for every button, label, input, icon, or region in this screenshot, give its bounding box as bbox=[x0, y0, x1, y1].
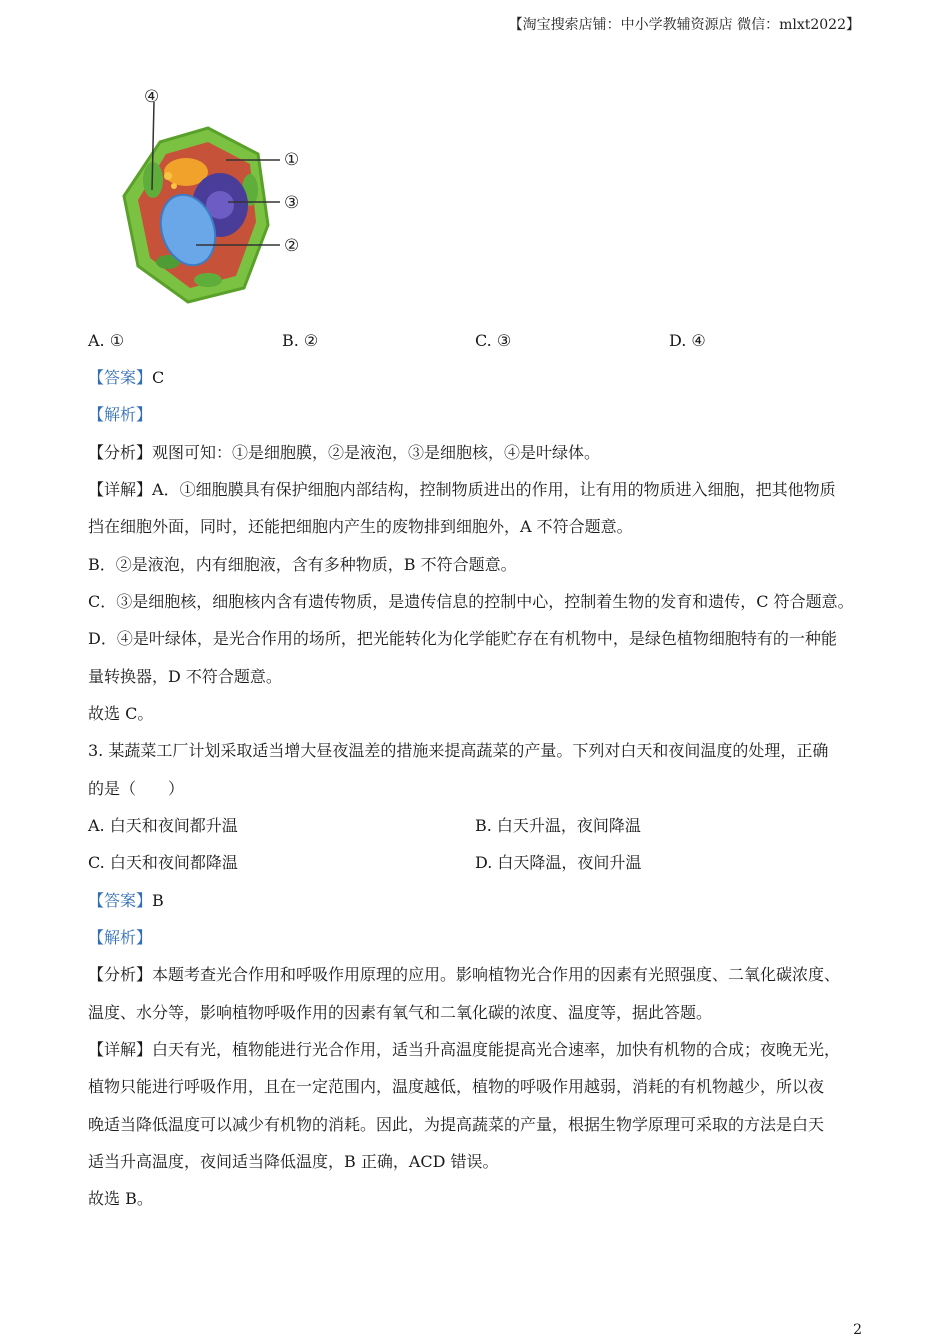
label-2: ② bbox=[284, 236, 300, 256]
q3-fenxi: 温度、水分等，影响植物呼吸作用的因素有氧气和二氧化碳的浓度、温度等，据此答题。 bbox=[88, 1003, 713, 1022]
q3-option-c: C. 白天和夜间都降温 bbox=[88, 853, 238, 872]
q2-answer: 【答案】C bbox=[88, 368, 165, 387]
q3-detail-line: 晚适当降低温度可以减少有机物的消耗。因此，为提高蔬菜的产量，根据生物学原理可采取的方法是白天 bbox=[88, 1115, 825, 1134]
plant-cell-figure bbox=[108, 80, 318, 305]
q3-detail-line: 【详解】白天有光，植物能进行光合作用，适当升高温度能提高光合速率，加快有机物的合成；夜晚无光， bbox=[88, 1040, 841, 1059]
q3-detail-line: 植物只能进行呼吸作用，且在一定范围内，温度越低，植物的呼吸作用越弱，消耗的有机物越少，所以夜 bbox=[88, 1077, 825, 1096]
q3-option-d: D. 白天降温，夜间升温 bbox=[475, 853, 642, 872]
q3-conclusion: 故选 B。 bbox=[88, 1189, 153, 1208]
q2-fenxi: 【分析】观图可知：①是细胞膜，②是液泡，③是细胞核，④是叶绿体。 bbox=[88, 443, 601, 462]
q2-detail-line: 量转换器，D 不符合题意。 bbox=[88, 667, 282, 686]
q2-detail-line: B．②是液泡，内有细胞液，含有多种物质，B 不符合题意。 bbox=[88, 555, 517, 574]
q3-option-a: A. 白天和夜间都升温 bbox=[88, 816, 238, 835]
q2-option-c: C. ③ bbox=[475, 331, 512, 350]
q2-analysis-heading: 【解析】 bbox=[88, 405, 153, 424]
label-4: ④ bbox=[144, 87, 160, 107]
q2-detail-line: C．③是细胞核，细胞核内含有遗传物质，是遗传信息的控制中心，控制着生物的发育和遗传，C 符合题意。 bbox=[88, 592, 854, 611]
page-number: 2 bbox=[853, 1322, 862, 1338]
q3-stem: 的是（ ） bbox=[88, 779, 185, 798]
q2-option-d: D. ④ bbox=[669, 331, 706, 350]
q2-detail-line: D．④是叶绿体，是光合作用的场所，把光能转化为化学能贮存在有机物中，是绿色植物细胞特有的一种能 bbox=[88, 629, 837, 648]
page-header: 【淘宝搜索店铺：中小学教辅资源店 微信：mlxt2022】 bbox=[508, 17, 860, 33]
q2-detail-line: 挡在细胞外面，同时，还能把细胞内产生的废物排到细胞外，A 不符合题意。 bbox=[88, 517, 633, 536]
q3-answer: 【答案】B bbox=[88, 891, 164, 910]
q2-option-a: A. ① bbox=[88, 331, 125, 350]
q3-analysis-heading: 【解析】 bbox=[88, 928, 153, 947]
q2-option-b: B. ② bbox=[282, 331, 319, 350]
q2-conclusion: 故选 C。 bbox=[88, 704, 154, 723]
chloroplast bbox=[194, 273, 222, 287]
q3-detail-line: 适当升高温度，夜间适当降低温度，B 正确，ACD 错误。 bbox=[88, 1152, 499, 1171]
q3-option-b: B. 白天升温，夜间降温 bbox=[475, 816, 641, 835]
label-3: ③ bbox=[284, 193, 300, 213]
label-1: ① bbox=[284, 150, 300, 170]
q3-fenxi: 【分析】本题考查光合作用和呼吸作用原理的应用。影响植物光合作用的因素有光照强度、二氧化碳浓度、 bbox=[88, 965, 841, 984]
q3-stem: 3. 某蔬菜工厂计划采取适当增大昼夜温差的措施来提高蔬菜的产量。下列对白天和夜间温度的处理，正确 bbox=[88, 741, 829, 760]
q2-detail-line: 【详解】A．①细胞膜具有保护细胞内部结构，控制物质进出的作用，让有用的物质进入细胞，把其他物质 bbox=[88, 480, 836, 499]
